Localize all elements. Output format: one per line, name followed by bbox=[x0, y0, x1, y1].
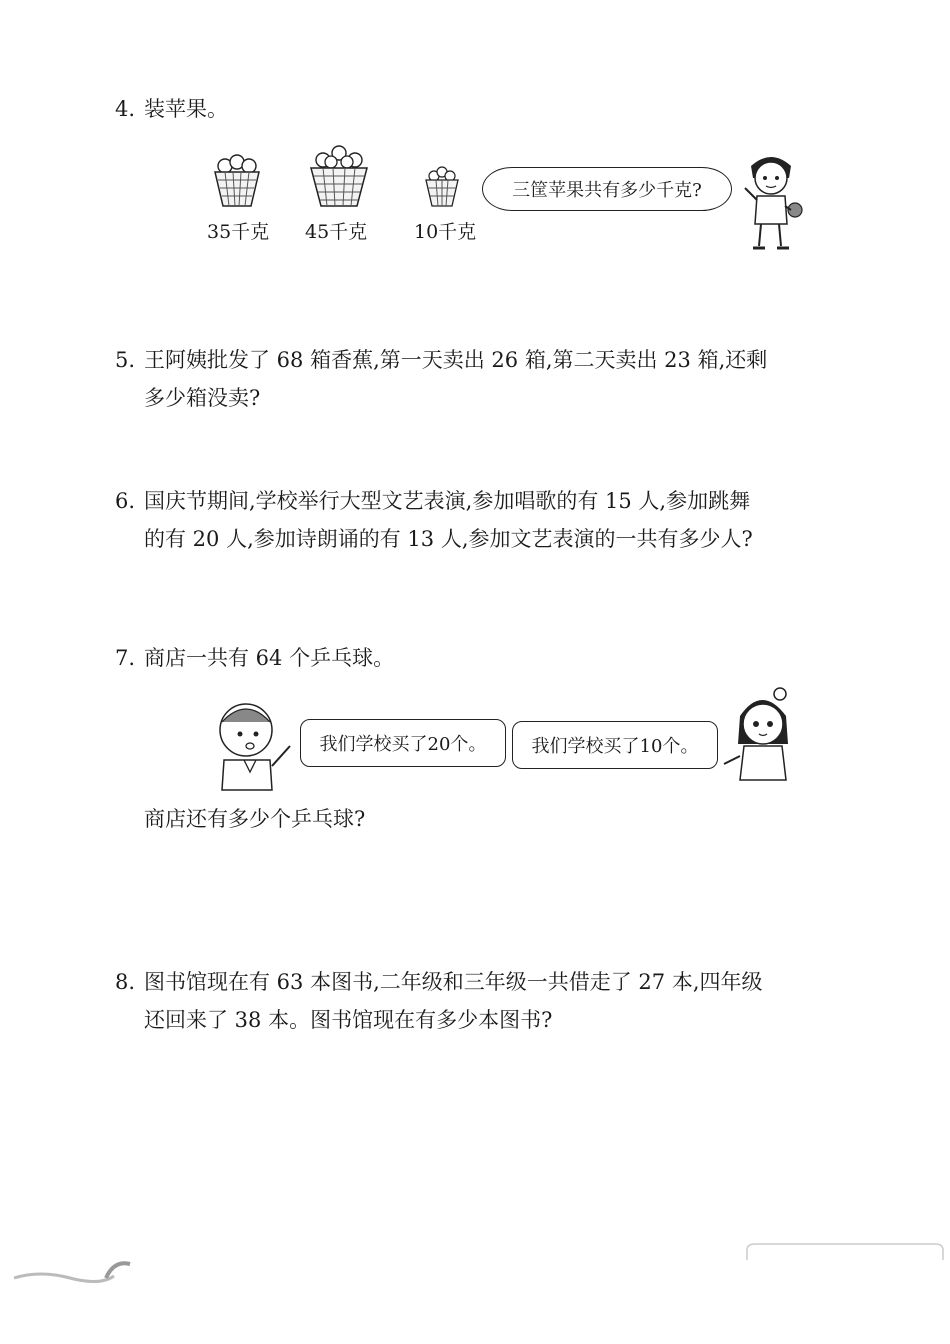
speech-text: 三筐苹果共有多少千克? bbox=[512, 180, 702, 201]
question-number: 7. bbox=[115, 646, 136, 670]
question-text-line2: 多少箱没卖? bbox=[144, 386, 261, 410]
footer-tab-decoration bbox=[745, 1242, 945, 1262]
question-text-line1: 图书馆现在有 63 本图书,二年级和三年级一共借走了 27 本,四年级 bbox=[144, 970, 763, 994]
boy-illustration-icon bbox=[206, 696, 296, 792]
question-8 bbox=[115, 963, 763, 1039]
speech-text: 我们学校买了10个。 bbox=[531, 736, 699, 757]
basket-weight-label: 45千克 bbox=[305, 221, 368, 243]
footer-swirl-decoration bbox=[10, 1256, 140, 1286]
question-text-line1: 国庆节期间,学校举行大型文艺表演,参加唱歌的有 15 人,参加跳舞 bbox=[144, 489, 751, 513]
question-7-followup bbox=[144, 800, 365, 838]
apple-basket-icon bbox=[418, 162, 466, 210]
question-5 bbox=[115, 341, 767, 417]
question-text: 商店一共有 64 个乒乓球。 bbox=[144, 646, 395, 670]
question-text-line2: 的有 20 人,参加诗朗诵的有 13 人,参加文艺表演的一共有多少人? bbox=[144, 527, 753, 551]
apple-basket-icon bbox=[303, 140, 375, 212]
question-number: 5. bbox=[115, 348, 136, 372]
question-6 bbox=[115, 482, 753, 558]
basket-weight-label: 35千克 bbox=[207, 221, 270, 243]
speech-bubble bbox=[482, 167, 732, 211]
girl-illustration-icon bbox=[718, 686, 808, 782]
question-number: 6. bbox=[115, 489, 136, 513]
question-4 bbox=[115, 90, 228, 128]
apple-basket-icon bbox=[205, 148, 269, 212]
speech-bubble bbox=[300, 719, 506, 767]
question-text: 商店还有多少个乒乓球? bbox=[144, 807, 366, 831]
question-text: 装苹果。 bbox=[144, 97, 228, 121]
question-7 bbox=[115, 639, 394, 677]
question-text-line2: 还回来了 38 本。图书馆现在有多少本图书? bbox=[144, 1008, 553, 1032]
question-number: 8. bbox=[115, 970, 136, 994]
basket-weight-label: 10千克 bbox=[414, 221, 477, 243]
question-text-line1: 王阿姨批发了 68 箱香蕉,第一天卖出 26 箱,第二天卖出 23 箱,还剩 bbox=[144, 348, 768, 372]
speech-text: 我们学校买了20个。 bbox=[319, 734, 487, 755]
speech-bubble bbox=[512, 721, 718, 769]
question-number: 4. bbox=[115, 97, 136, 121]
boy-illustration-icon bbox=[733, 148, 811, 252]
